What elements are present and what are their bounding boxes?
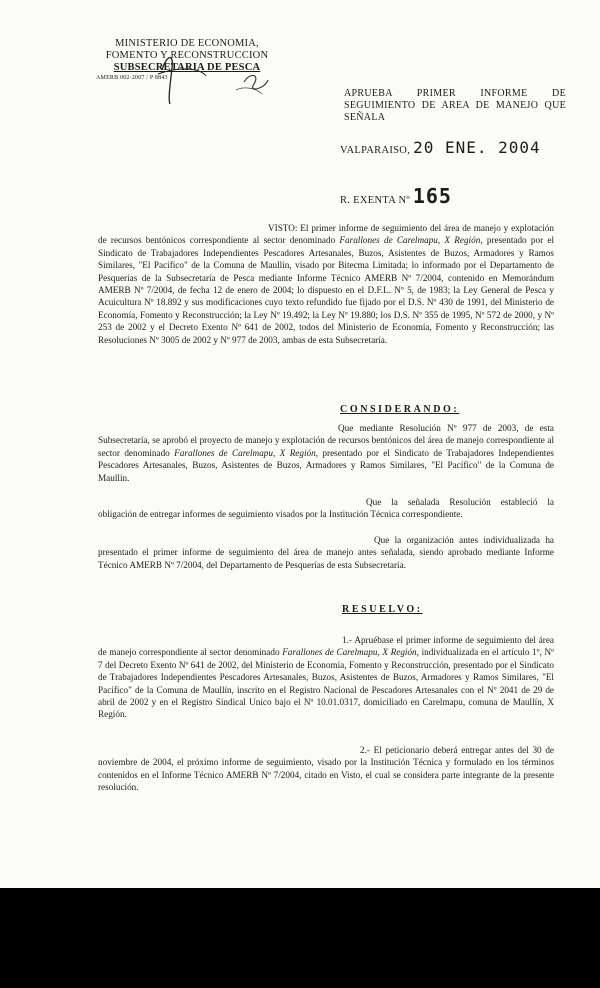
considerando-paragraph-1: Que mediante Resolución Nº 977 de 2003, de esta Subsecretaría, se aprobó el proyecto de manejo y explotación de recursos bentónicos del área de manejo correspondiente al sector denominado Farallones de Carelmapu, X Región, presentado por el Sindicato de Trabajadores Independientes Pescadores Artesanales, Buzos, Asistentes de Buzos, Armadores y Ramos Similares, "El Pacífico" de la Comuna de Maullín. [98,423,554,483]
visto-sector-name: Farallones de Carelmapu, X Región [339,235,481,246]
resuelvo-point-2: 2.- El peticionario deberá entregar antes del 30 de noviembre de 2004, el próximo informe de seguimiento, visado por la Institución Técnica y formulado en los términos contenidos en el Informe Técnico AMERB Nº 7/2004, citado en Visto, el cual se considera parte integrante de la presente resolución. [98,745,554,793]
place-and-date [340,138,541,157]
considerando-sector-name: Farallones de Carelmapu, X Región [174,447,316,458]
resuelvo-heading: RESUELVO: [342,604,423,615]
ministry-subtitle: FOMENTO Y RECONSTRUCCION [105,50,269,61]
resuelvo-sector-name: Farallones de Carelmapu, X Región [282,647,417,658]
resuelvo-point-1: 1.- Apruébase el primer informe de seguimiento del área de manejo correspondiente al sector denominado Farallones de Carelmapu, X Región, individualizada en el artículo 1º, Nº 7 del Decreto Exento Nº 641 de 2002, del Ministerio de Economía, Fomento y Reconstrucción, presentado por el Sindicato de Trabajadores Independientes Pescadores Artesanales, Buzos, Asistentes de Buzos, Armadores y Ramos Similares, "El Pacífico" de la Comuna de Maullín, inscrito en el Registro Nacional de Pescadores Artesanales con el Nº 2041 de 29 de abril de 2002 y en el Registro Sindical Unico bajo el Nº 10.01.0317, domiciliado en Carelmapu, comuna de Maullín, X Región. [98,635,554,720]
resolution-subject: APRUEBA PRIMER INFORME DE SEGUIMIENTO DE AREA DE MANEJO QUE SEÑALA [344,88,566,123]
city: VALPARAISO, [340,145,411,156]
resolution-label: R. EXENTA Nº [340,195,410,206]
visto-paragraph: VISTO: El primer informe de seguimiento del área de manejo y explotación de recursos bentónicos correspondiente al sector denominado Farallones de Carelmapu, X Región, presentado por el Sindicato de Trabajadores Independientes Pescadores Artesanales, Buzos, Asistentes de Buzos, Armadores y Ramos Similares, "El Pacífico" de la Comuna de Maullín, visado por Bitecma Limitada; lo informado por el Departamento de Pesquerías de la Subsecretaría de Pesca mediante Informe Técnico AMERB Nº 7/2004, contenido en Memorándum AMERB Nº 7/2004, de fecha 12 de enero de 2004; lo dispuesto en el D.F.L. Nº 5, de 1983; la Ley General de Pesca y Acuicultura Nº 18.892 y sus modificaciones cuyo texto refundido fue fijado por el D.S. Nº 430 de 1991, del Ministerio de Economía, Fomento y Reconstrucción; la Ley Nº 19.492; la Ley Nº 19.880; los D.S. Nº 355 de 1995, Nº 572 de 2000, y Nº 253 de 2002 y el Decreto Exento Nº 641 de 2002, todos del Ministerio de Economía, Fomento y Reconstrucción; las Resoluciones Nº 3005 de 2002 y Nº 977 de 2003, ambas de esta Subsecretaría. [98,223,554,345]
ministry-name: MINISTERIO DE ECONOMIA, [115,38,259,49]
handwritten-initials [140,46,280,106]
visto-lead: VISTO: [268,223,298,233]
reference-code: AMERB 002-2007 / P 8843 [96,75,168,81]
stamped-date: 20 ENE. 2004 [413,138,541,157]
considerando-paragraph-3: Que la organización antes individualizada ha presentado el primer informe de seguimiento del área de manejo antes señalada, siendo aprobado mediante Informe Técnico AMERB Nº 7/2004, del Departamento de Pesquerías de esta Subsecretaría. [98,535,554,570]
resolution-number-line [340,184,452,208]
considerando-paragraph-2: Que la señalada Resolución estableció la obligación de entregar informes de seguimiento visados por la Institución Técnica correspondiente. [98,497,554,520]
resolution-number: 165 [412,184,452,208]
considerando-heading: CONSIDERANDO: [340,404,460,415]
subsecretaria-name: SUBSECRETARIA DE PESCA [113,62,261,73]
